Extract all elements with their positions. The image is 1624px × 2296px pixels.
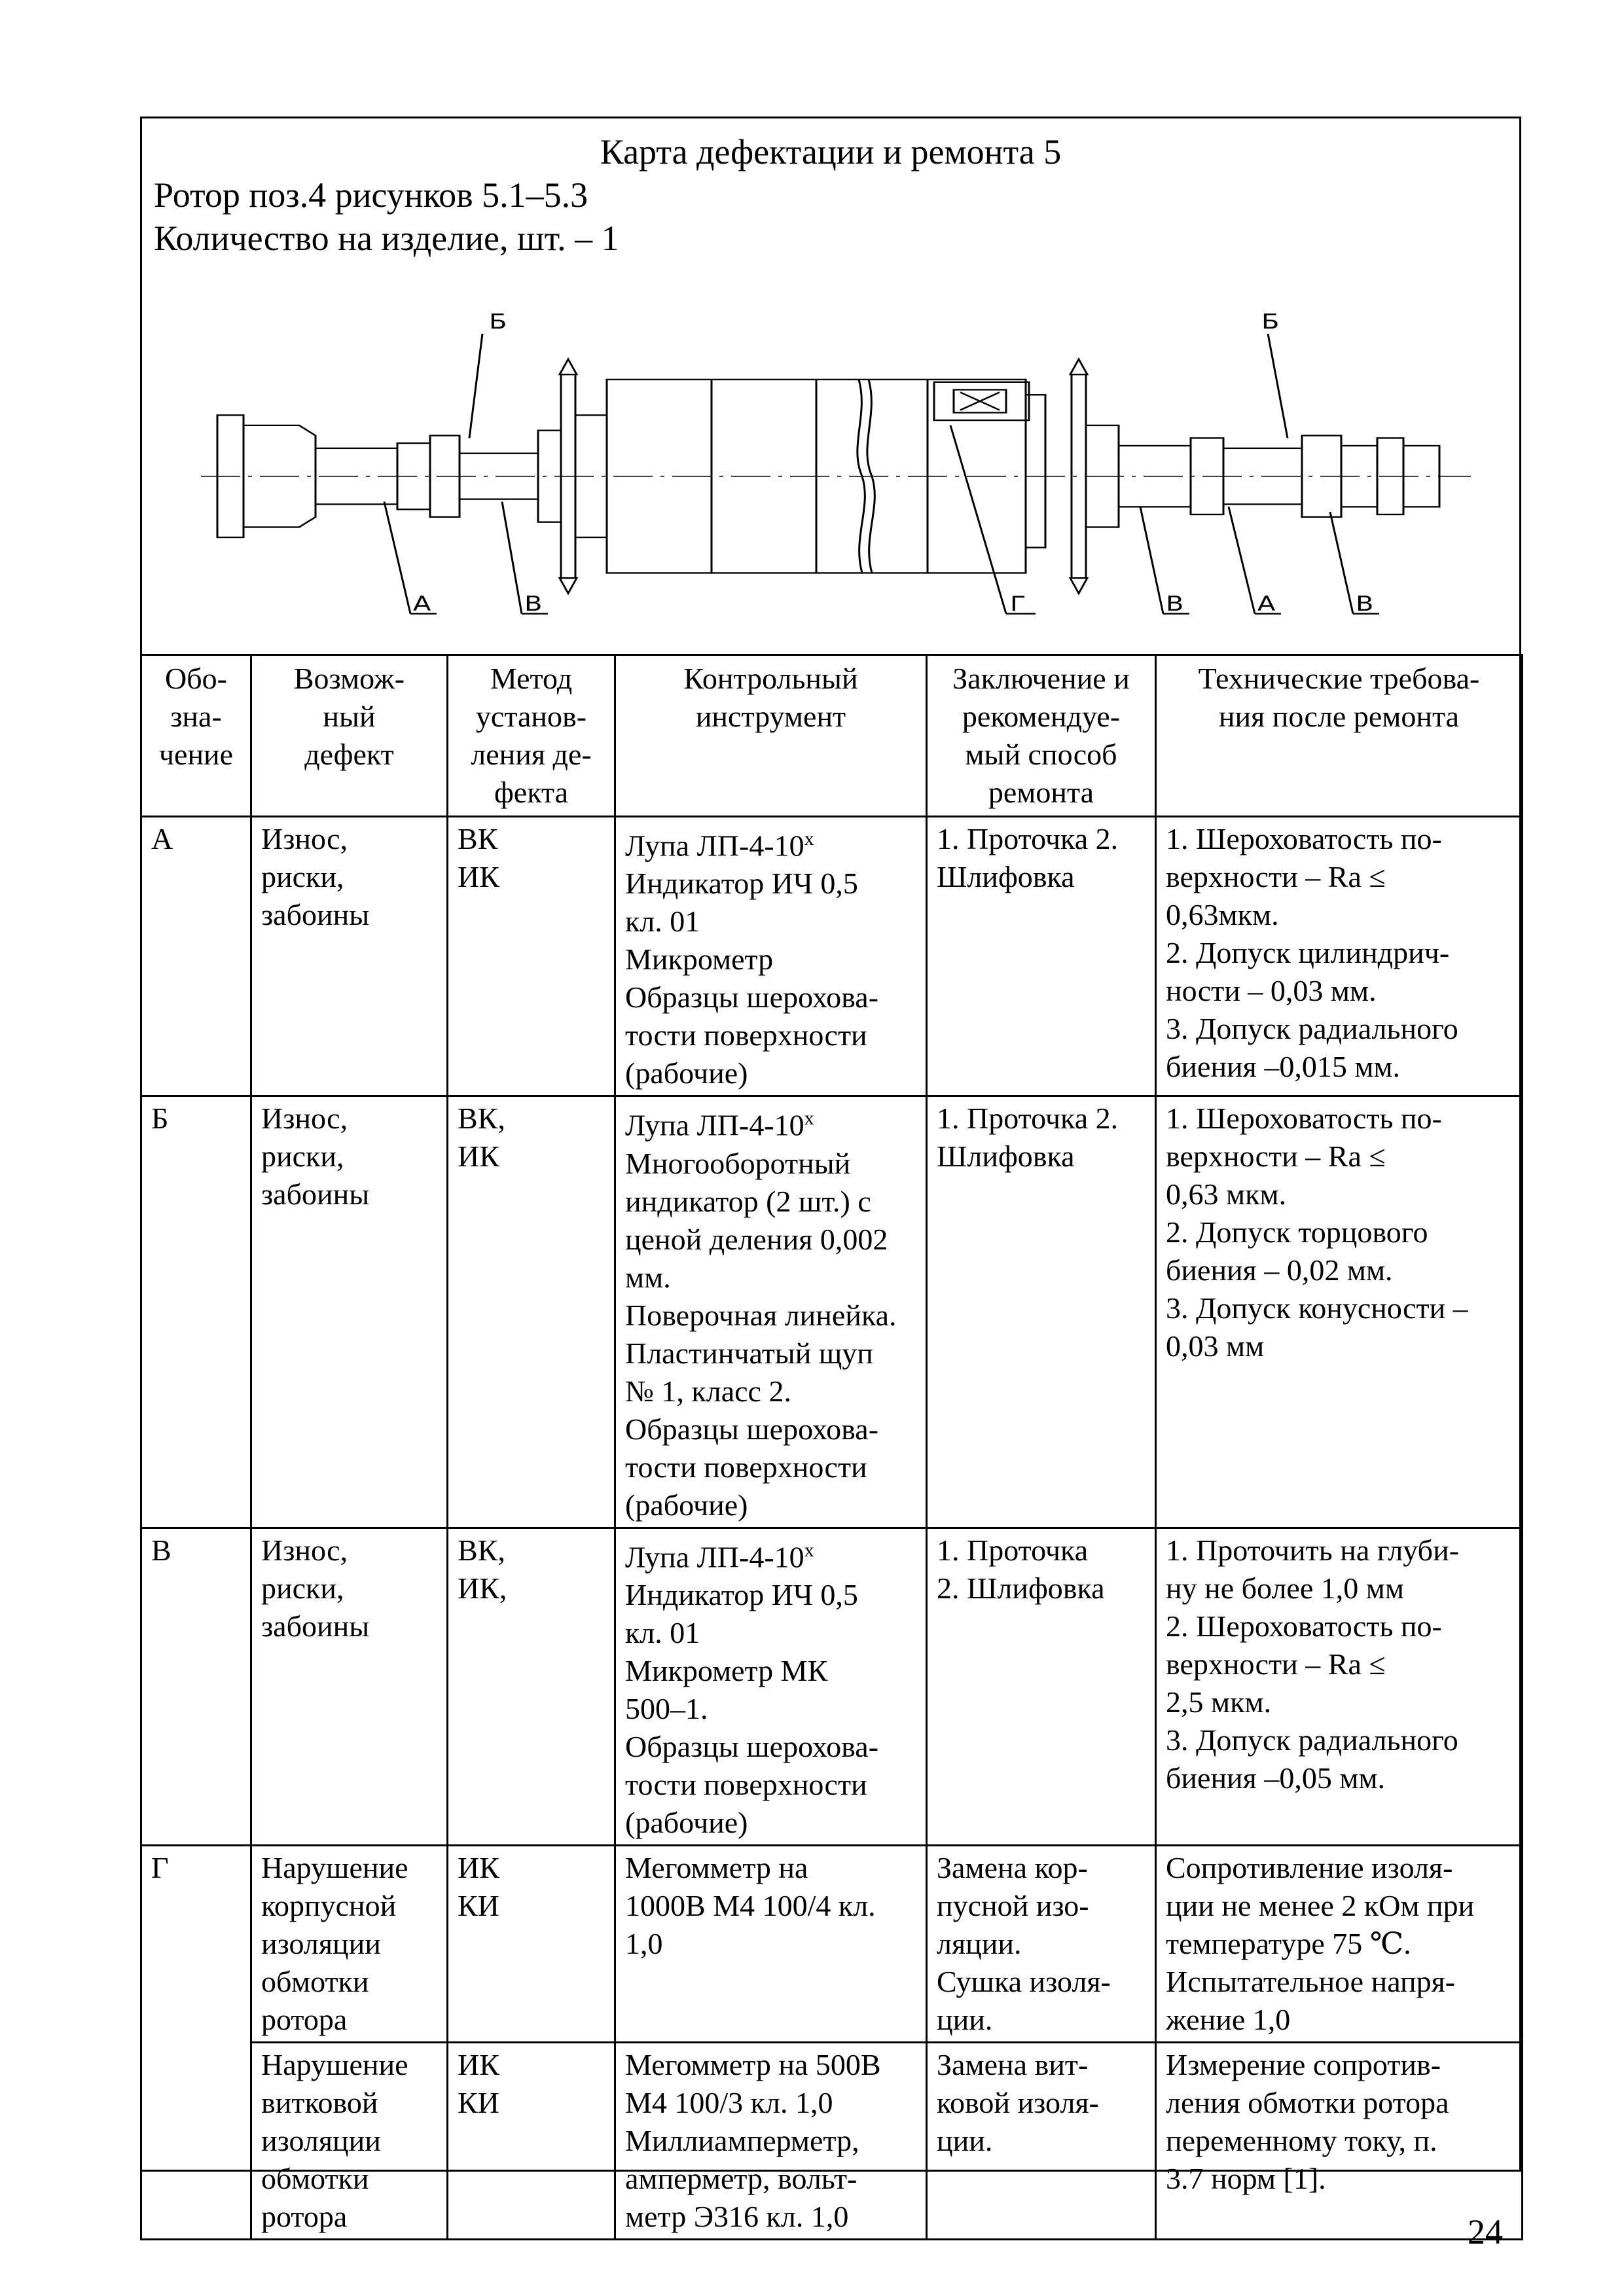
cell-line: биения –0,05 мм.	[1166, 1761, 1386, 1795]
rotor-drawing	[142, 262, 1523, 629]
cell-method	[448, 1528, 615, 1845]
cell-line: ВК	[458, 822, 498, 855]
cell-line: забоины	[261, 1177, 370, 1211]
cell-line: ротора	[261, 2199, 348, 2233]
cell-line: температуре 75 ℃.	[1166, 1926, 1411, 1960]
cell-requirements	[1156, 1845, 1523, 2042]
cell-line: Образцы шерохова-	[625, 980, 879, 1014]
cell-line: 1. Проточить на глуби-	[1166, 1533, 1460, 1567]
cell-instrument	[615, 817, 927, 1096]
cell-line: индикатор (2 шт.) с	[625, 1184, 871, 1218]
label-b-right: Б	[1261, 310, 1280, 334]
cell-line: Нарушение	[261, 2047, 408, 2081]
cell-line: Мегомметр на	[625, 1850, 808, 1884]
cell-line: ИК	[458, 860, 499, 893]
cell-line: 1,0	[625, 1926, 663, 1960]
cell-line: Заключение и	[952, 662, 1130, 695]
cell-line: корпусной	[261, 1888, 397, 1922]
cell-line: обмотки	[261, 1964, 369, 1998]
cell-line: ции.	[937, 2123, 993, 2157]
label-g: Г	[1010, 592, 1026, 616]
cell-line: 3. Допуск конусности –	[1166, 1291, 1468, 1325]
cell-line: 1000В М4 100/4 кл.	[625, 1888, 876, 1922]
cell-line: М4 100/3 кл. 1,0	[625, 2085, 833, 2119]
cell-line: Возмож-	[293, 662, 405, 695]
table-row	[141, 817, 1523, 1096]
cell-defect	[251, 2042, 448, 2239]
cell-line: мм.	[625, 1260, 671, 1294]
cell-line: КИ	[458, 2085, 499, 2119]
cell-line: Пластинчатый щуп	[625, 1336, 873, 1370]
cell-line: амперметр, вольт-	[625, 2161, 857, 2195]
cell-line: риски,	[261, 1139, 344, 1174]
cell-line: ный	[323, 700, 376, 733]
cell-line: 3. Допуск радиального	[1166, 1723, 1458, 1757]
cell-requirements	[1156, 2042, 1523, 2239]
table-row	[141, 1096, 1523, 1528]
cell-method	[448, 1845, 615, 2042]
cell-line: Образцы шерохова-	[625, 1729, 879, 1763]
cell-line: ремонта	[988, 776, 1094, 809]
superscript: х	[804, 1107, 814, 1130]
cell-line: (рабочие)	[625, 1488, 748, 1522]
cell-line: 3.7 норм [1].	[1166, 2161, 1326, 2195]
label-v-right: В	[1356, 592, 1374, 616]
cell-line: Микрометр	[625, 942, 774, 977]
label-v-left: В	[524, 592, 543, 616]
cell-requirements	[1156, 1096, 1523, 1528]
cell-line: (рабочие)	[625, 1056, 748, 1090]
cell-line: верхности – Ra ≤	[1166, 1647, 1386, 1681]
table-row	[141, 1845, 1523, 2042]
cell-line: (рабочие)	[625, 1805, 748, 1839]
label-b-left: Б	[489, 310, 507, 334]
cell-line: Образцы шерохова-	[625, 1412, 879, 1446]
cell-line: рекомендуе-	[962, 700, 1121, 733]
cell-line: риски,	[261, 1571, 344, 1605]
cell-line: забоины	[261, 898, 370, 931]
cell-line: ции.	[937, 2002, 993, 2036]
cell-line: ИК	[458, 1850, 499, 1884]
cell-line: верхности – Ra ≤	[1166, 1139, 1386, 1174]
page-number: 24	[1468, 2212, 1503, 2251]
cell-line: ИК	[458, 2047, 499, 2081]
cell-line: пусной изо-	[937, 1888, 1089, 1922]
cell-line: 2. Допуск цилиндрич-	[1166, 936, 1450, 969]
cell-line: переменному току, п.	[1166, 2123, 1437, 2157]
cell-line: Износ,	[261, 1102, 348, 1136]
cell-line: 2. Допуск торцового	[1166, 1215, 1428, 1249]
cell-line: 0,63мкм.	[1166, 898, 1279, 931]
cell-text: Лупа ЛП-4-10	[625, 1108, 804, 1142]
cell-line: ления де-	[471, 738, 592, 771]
cell-line: 0,03 мм	[1166, 1329, 1265, 1363]
cell-line: жение 1,0	[1166, 2002, 1291, 2036]
cell-line: чение	[158, 738, 234, 771]
cell-line: Контрольный	[683, 662, 858, 695]
cell-designation: Б	[141, 1096, 251, 1528]
card-title: Карта дефектации и ремонта 5	[600, 132, 1062, 171]
cell-line: КИ	[458, 1888, 499, 1922]
cell-line: витковой	[261, 2085, 378, 2119]
cell-line	[625, 820, 916, 865]
cell-line: кл. 01	[625, 905, 700, 939]
cell-line: Измерение сопротив-	[1166, 2047, 1441, 2081]
cell-text: Лупа ЛП-4-10	[625, 1539, 804, 1573]
cell-line: дефект	[304, 738, 394, 771]
cell-line: тости поверхности	[625, 1018, 867, 1052]
cell-line: биения –0,015 мм.	[1166, 1050, 1401, 1083]
cell-line: мый способ	[965, 738, 1117, 771]
cell-conclusion	[927, 1528, 1156, 1845]
table-header-row	[141, 655, 1523, 817]
superscript: х	[804, 1539, 814, 1561]
cell-line: Обо-	[165, 662, 227, 695]
cell-requirements	[1156, 1528, 1523, 1845]
cell-line: ИК	[458, 1139, 499, 1174]
cell-line: ну не более 1,0 мм	[1166, 1571, 1404, 1605]
cell-line: 500–1.	[625, 1691, 708, 1725]
cell-line: установ-	[475, 700, 587, 733]
column-header	[615, 655, 927, 817]
cell-requirements	[1156, 817, 1523, 1096]
cell-method	[448, 817, 615, 1096]
superscript: х	[804, 828, 814, 850]
cell-line	[625, 1100, 916, 1144]
column-header	[1156, 655, 1523, 817]
defects-table	[140, 654, 1523, 2240]
quantity: Количество на изделие, шт. – 1	[154, 219, 619, 258]
part-name: Ротор поз.4 рисунков 5.1–5.3	[154, 175, 588, 215]
cell-designation: В	[141, 1528, 251, 1845]
cell-line: Миллиамперметр,	[625, 2123, 859, 2157]
cell-line: Метод	[490, 662, 573, 695]
column-header	[927, 655, 1156, 817]
cell-instrument	[615, 1845, 927, 2042]
cell-line: Микрометр МК	[625, 1653, 828, 1687]
cell-line: фекта	[494, 776, 569, 809]
cell-designation: Г	[141, 1845, 251, 2239]
cell-instrument	[615, 1096, 927, 1528]
cell-conclusion	[927, 1096, 1156, 1528]
cell-line: Нарушение	[261, 1850, 408, 1884]
cell-line: Шлифовка	[937, 1139, 1075, 1174]
cell-line: Сушка изоля-	[937, 1964, 1111, 1998]
cell-line: 0,63 мкм.	[1166, 1177, 1287, 1211]
cell-line: тости поверхности	[625, 1450, 867, 1484]
cell-line: ценой деления 0,002	[625, 1222, 888, 1256]
table-row	[141, 2042, 1523, 2239]
cell-line: 1. Проточка	[937, 1533, 1089, 1567]
column-header	[448, 655, 615, 817]
cell-line: 2. Шлифовка	[937, 1571, 1105, 1605]
cell-line: ляции.	[937, 1926, 1022, 1960]
cell-line: Замена вит-	[937, 2047, 1089, 2081]
cell-line: № 1, класс 2.	[625, 1374, 791, 1408]
cell-line: изоляции	[261, 2123, 381, 2157]
cell-defect	[251, 1845, 448, 2042]
cell-line: ния после ремонта	[1218, 700, 1460, 733]
cell-line: Износ,	[261, 1533, 348, 1567]
cell-instrument	[615, 1528, 927, 1845]
cell-line: 1. Шероховатость по-	[1166, 822, 1442, 855]
cell-line: Сопротивление изоля-	[1166, 1850, 1453, 1884]
cell-conclusion	[927, 1845, 1156, 2042]
cell-line: 1. Проточка 2.	[937, 1102, 1119, 1136]
table-body	[141, 817, 1523, 2240]
cell-line: тости поверхности	[625, 1767, 867, 1801]
cell-line: Поверочная линейка.	[625, 1298, 897, 1332]
cell-line: Индикатор ИЧ 0,5	[625, 867, 858, 901]
cell-line: зна-	[170, 700, 222, 733]
cell-line: Мегомметр на 500В	[625, 2047, 881, 2081]
cell-line: ления обмотки ротора	[1166, 2085, 1449, 2119]
label-a-right: А	[1257, 592, 1276, 616]
cell-line: Индикатор ИЧ 0,5	[625, 1577, 858, 1611]
cell-line: ВК,	[458, 1533, 505, 1567]
cell-line: 2. Шероховатость по-	[1166, 1609, 1442, 1643]
cell-instrument	[615, 2042, 927, 2239]
cell-designation: А	[141, 817, 251, 1096]
cell-line: риски,	[261, 860, 344, 893]
cell-line: 1. Проточка 2.	[937, 822, 1119, 855]
cell-conclusion	[927, 2042, 1156, 2239]
cell-line: ВК,	[458, 1102, 505, 1136]
cell-line: ротора	[261, 2002, 348, 2036]
cell-method	[448, 1096, 615, 1528]
label-a-left: А	[413, 592, 431, 616]
cell-conclusion	[927, 817, 1156, 1096]
cell-defect	[251, 1528, 448, 1845]
cell-line: забоины	[261, 1609, 370, 1643]
cell-line: биения – 0,02 мм.	[1166, 1253, 1393, 1287]
cell-defect	[251, 1096, 448, 1528]
cell-line: Многооборотный	[625, 1146, 851, 1180]
cell-line: верхности – Ra ≤	[1166, 860, 1386, 893]
cell-line: метр Э316 кл. 1,0	[625, 2199, 849, 2233]
cell-line: обмотки	[261, 2161, 369, 2195]
table-row	[141, 1528, 1523, 1845]
column-header	[141, 655, 251, 817]
cell-defect	[251, 817, 448, 1096]
cell-method	[448, 2042, 615, 2239]
cell-line: Замена кор-	[937, 1850, 1088, 1884]
cell-line: 1. Шероховатость по-	[1166, 1102, 1442, 1136]
cell-line: ции не менее 2 кОм при	[1166, 1888, 1475, 1922]
cell-line: Износ,	[261, 822, 348, 855]
cell-line: кл. 01	[625, 1615, 700, 1649]
cell-line: ковой изоля-	[937, 2085, 1099, 2119]
cell-line: 2,5 мкм.	[1166, 1685, 1272, 1719]
cell-line: Испытательное напря-	[1166, 1964, 1456, 1998]
label-v-mid: В	[1166, 592, 1184, 616]
column-header	[251, 655, 448, 817]
cell-line: изоляции	[261, 1926, 381, 1960]
cell-line: инструмент	[695, 700, 846, 733]
cell-line: 3. Допуск радиального	[1166, 1012, 1458, 1045]
cell-line: ности – 0,03 мм.	[1166, 974, 1377, 1007]
cell-line: ИК,	[458, 1571, 507, 1605]
cell-line: Шлифовка	[937, 860, 1075, 893]
cell-text: Лупа ЛП-4-10	[625, 829, 804, 863]
cell-line: Технические требова-	[1198, 662, 1480, 695]
cell-line	[625, 1532, 916, 1576]
